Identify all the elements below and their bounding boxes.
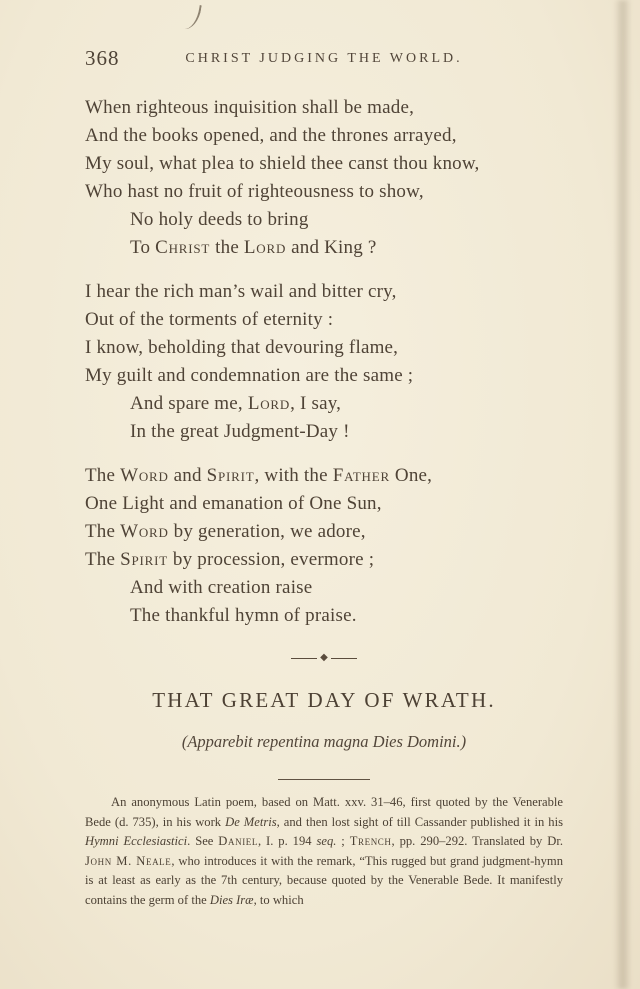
smallcaps-text: Spirit — [206, 465, 255, 486]
text-run: . See — [187, 834, 219, 848]
poem-line — [85, 94, 563, 122]
smallcaps-text: Father — [332, 465, 390, 486]
poem-stanza — [85, 462, 563, 630]
section-title: THAT GREAT DAY OF WRATH. — [152, 688, 496, 712]
text-run: To — [130, 237, 156, 258]
italic-text: Dies Iræ — [209, 892, 254, 907]
poem-line — [85, 306, 563, 334]
smallcaps-text: Lord — [243, 237, 287, 258]
poem-stanza — [85, 278, 563, 446]
page-number: 368 — [85, 46, 120, 70]
poem-line — [85, 150, 563, 178]
poem-line — [85, 602, 563, 630]
text-run: , to which — [253, 892, 304, 907]
text-run: An anonymous Latin poem, based on Matt. xxv. 31–46, first quoted by the Venerable Bede (d. 735), in his work — [85, 795, 563, 829]
ornament-line-left — [291, 658, 317, 659]
text-run: In the great Judgment-Day ! — [130, 421, 350, 442]
poem-line — [85, 546, 563, 574]
text-run: And spare me, — [130, 393, 248, 414]
smallcaps-text: John M. Neale — [85, 853, 172, 868]
book-page — [85, 46, 563, 910]
text-run: I hear the rich man’s wail and bitter cry, — [85, 281, 397, 302]
smallcaps-text: Trench — [349, 834, 392, 848]
poem-line — [85, 206, 563, 234]
text-run: My soul, what plea to shield thee canst thou know, — [85, 153, 480, 174]
text-run: by procession, evermore ; — [167, 549, 375, 570]
poem-line — [85, 362, 563, 390]
poem-line — [85, 178, 563, 206]
text-run: by generation, we adore, — [168, 521, 366, 542]
poem-line — [85, 490, 563, 518]
text-run: When righteous inquisition shall be made, — [85, 97, 415, 118]
text-run: The thankful hymn of praise. — [130, 605, 357, 626]
poem-line — [85, 518, 563, 546]
hymn-poem — [85, 94, 563, 630]
poem-line — [85, 234, 563, 262]
section-divider-ornament — [85, 652, 563, 664]
smallcaps-text: Lord — [247, 393, 291, 414]
poem-line — [85, 574, 563, 602]
text-run: and — [168, 465, 207, 486]
text-run: The — [85, 549, 121, 570]
smallcaps-text: Christ — [155, 237, 211, 258]
text-run: ; — [336, 834, 350, 848]
poem-stanza — [85, 94, 563, 262]
poem-line — [85, 462, 563, 490]
text-run: the — [210, 237, 244, 258]
page-header — [85, 46, 563, 76]
scan-artifact — [182, 3, 201, 31]
poem-line — [85, 418, 563, 446]
italic-text: De Metris — [225, 814, 277, 829]
text-run: I know, beholding that devouring flame, — [85, 337, 399, 358]
smallcaps-text: Daniel — [218, 834, 258, 848]
italic-text: seq. — [316, 834, 337, 848]
poem-line — [85, 278, 563, 306]
text-run: Who hast no fruit of righteousness to show, — [85, 181, 424, 202]
poem-line — [85, 122, 563, 150]
text-run: One Light and emanation of One Sun, — [85, 493, 382, 514]
footnote-paragraph — [85, 793, 563, 910]
text-run: , and then lost sight of till Cassander published it in his — [276, 814, 564, 829]
text-run: , pp. 290–292. Translated by Dr. — [391, 834, 563, 848]
text-run: No holy deeds to bring — [130, 209, 309, 230]
footnote-rule — [278, 779, 370, 780]
text-run: , I. p. 194 — [257, 834, 317, 848]
text-run: And with creation raise — [130, 577, 313, 598]
diamond-icon: ◆ — [320, 652, 328, 663]
ornament-line-right — [331, 658, 357, 659]
text-run: , with the — [254, 465, 333, 486]
text-run: And the books opened, and the thrones arrayed, — [85, 125, 457, 146]
poem-line — [85, 390, 563, 418]
text-run: , I say, — [290, 393, 342, 414]
text-run: My guilt and condemnation are the same ; — [85, 365, 414, 386]
poem-line — [85, 334, 563, 362]
text-run: One, — [389, 465, 433, 486]
text-run: Out of the torments of eternity : — [85, 309, 334, 330]
page-edge-shadow — [614, 0, 630, 989]
text-run: and King ? — [286, 237, 377, 258]
smallcaps-text: Spirit — [120, 549, 168, 570]
running-title: CHRIST JUDGING THE WORLD. — [185, 51, 463, 66]
section-subtitle: (Apparebit repentina magna Dies Domini.) — [181, 732, 467, 751]
text-run: The — [85, 521, 121, 542]
italic-text: Hymni Ecclesiastici — [85, 834, 188, 848]
text-run: The — [85, 465, 121, 486]
smallcaps-text: Word — [120, 465, 169, 486]
smallcaps-text: Word — [120, 521, 169, 542]
text-run: , who introduces it with the remark, “This rugged but grand judgment-hymn is at least as early as the 7th century, because quoted by the Venerable Bede. It manifestly contains the germ of the — [85, 853, 563, 907]
